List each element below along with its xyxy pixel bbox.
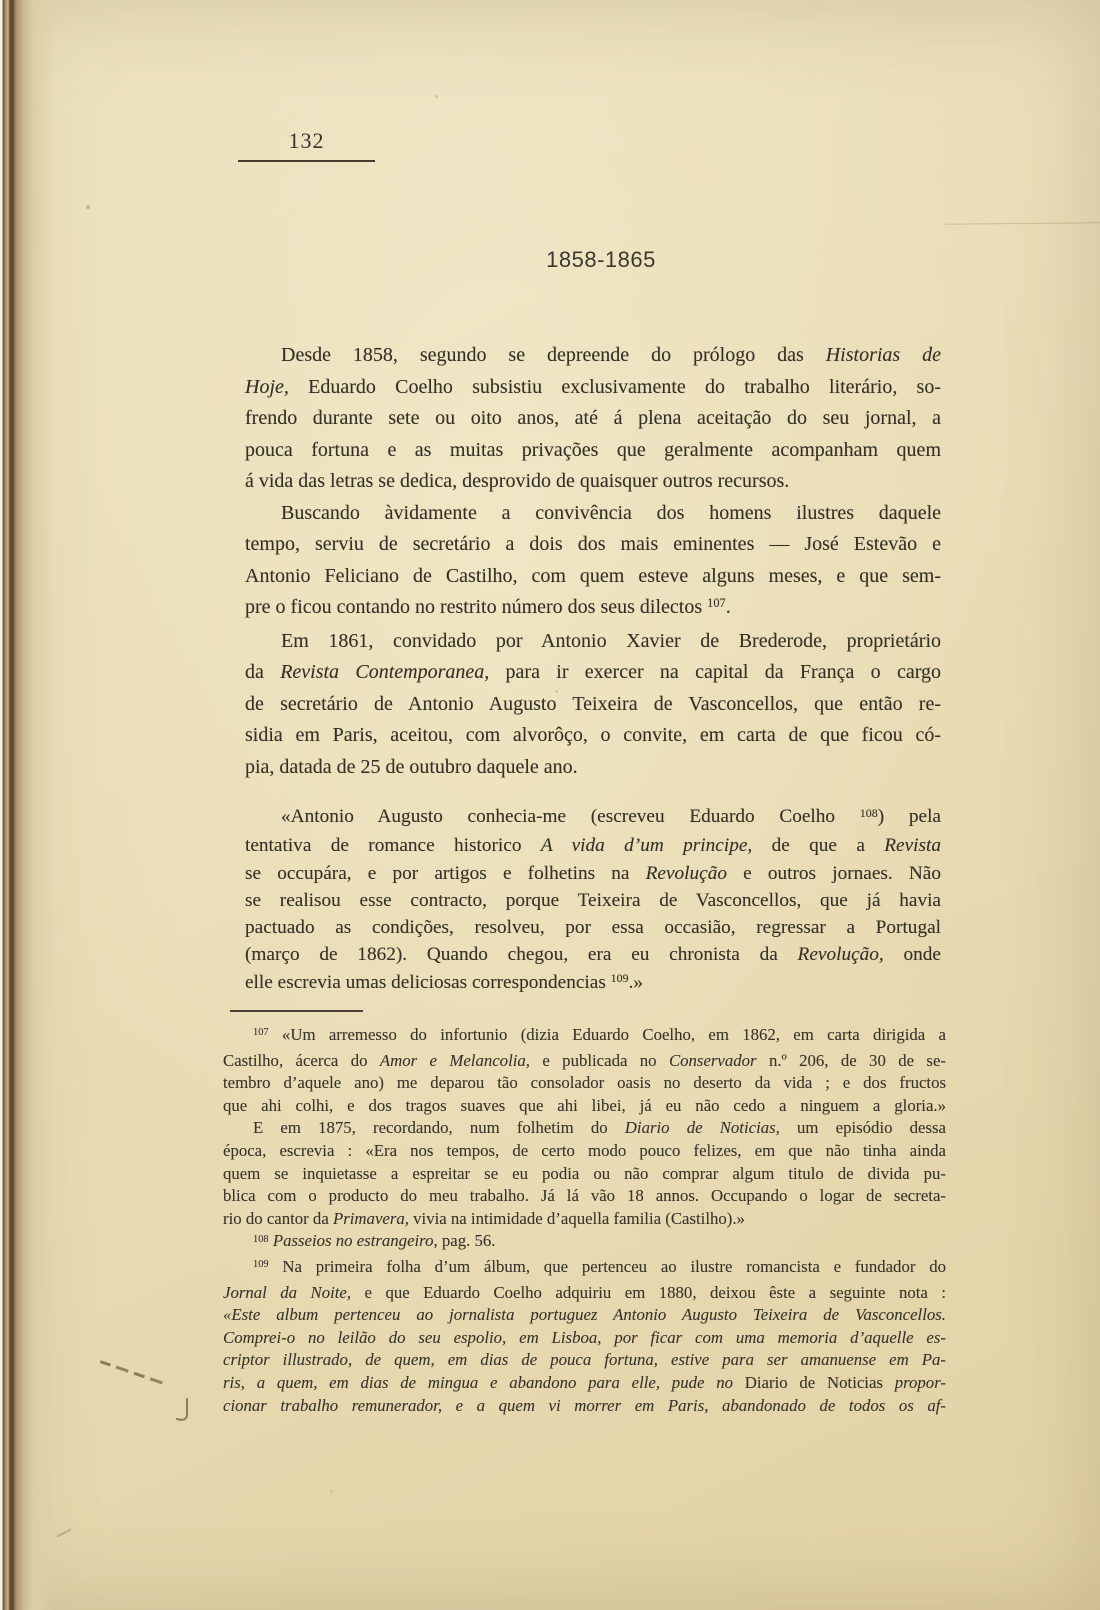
pencil-mark bbox=[100, 1360, 167, 1386]
text-line bbox=[223, 1327, 946, 1350]
text-line bbox=[245, 887, 941, 914]
text-line bbox=[223, 1230, 946, 1256]
text-line bbox=[223, 1117, 946, 1140]
text-run: tembro d’aquele ano) me deparou tão consolador oasis no deserto da vida ; e dos fructos bbox=[223, 1073, 946, 1093]
text-run: pouca fortuna e as muitas privações que geralmente acompanham quem bbox=[245, 438, 941, 461]
text-line bbox=[223, 1282, 946, 1305]
text-run: da bbox=[245, 661, 281, 683]
text-line bbox=[245, 803, 941, 832]
text-run: de secretário de Antonio Augusto Teixeira de Vasconcellos, que então re- bbox=[245, 692, 941, 715]
text-line bbox=[223, 1256, 946, 1282]
text-line bbox=[245, 372, 941, 404]
text-run: «Um arremesso do infortunio (dizia Eduardo Coelho, em 1862, em carta dirigida a bbox=[268, 1025, 946, 1044]
paper-speck bbox=[330, 1490, 333, 1493]
text-line bbox=[245, 720, 941, 752]
text-run: Primavera, bbox=[332, 1208, 409, 1228]
text-line bbox=[245, 860, 941, 887]
text-run: e outros jornaes. Não bbox=[727, 862, 941, 884]
text-run: Na primeira folha d’um álbum, que pertenceu ao ilustre romancista e fundador do bbox=[268, 1256, 946, 1276]
paragraph bbox=[245, 498, 941, 626]
text-line bbox=[245, 832, 941, 859]
text-run: criptor illustrado, de quem, em dias de pouca fortuna, estive para ser amanuense em Pa- bbox=[223, 1350, 946, 1370]
text-run: ris, a quem, em dias de mingua e abandono para elle, pude no bbox=[223, 1372, 745, 1392]
text-run: propor- bbox=[882, 1372, 946, 1392]
paragraph bbox=[223, 1230, 946, 1256]
text-line bbox=[245, 340, 941, 372]
text-run: n.º 206, de 30 de se- bbox=[756, 1050, 946, 1070]
text-line bbox=[223, 1095, 946, 1118]
text-line bbox=[245, 592, 941, 626]
text-run: época, escrevia : «Era nos tempos, de certo modo pouco felizes, em que não tinha ainda bbox=[223, 1140, 946, 1160]
text-run: se realisou esse contracto, porque Teixeira de Vasconcellos, que já havia bbox=[245, 889, 941, 911]
footnote-marker: 107 bbox=[707, 596, 726, 611]
text-run: rio do cantor da bbox=[223, 1208, 333, 1228]
text-run: Comprei-o no leilão do seu espolio, em Lisboa, por ficar com uma memoria d’aquelle es- bbox=[223, 1327, 946, 1347]
text-run: blica com o producto do meu trabalho. Já lá vão 18 annos. Occupando o logar de secreta- bbox=[223, 1186, 946, 1206]
footnote-separator bbox=[230, 1010, 363, 1012]
text-run: Revolução bbox=[645, 862, 727, 884]
footnote-marker: 107 bbox=[253, 1027, 269, 1039]
text-run: E em 1875, recordando, num folhetim do bbox=[253, 1118, 625, 1138]
text-run: e publicada no bbox=[529, 1050, 669, 1070]
text-line bbox=[223, 1050, 946, 1073]
text-run: Hoje, bbox=[245, 375, 289, 398]
text-line bbox=[245, 466, 941, 498]
paper-speck bbox=[86, 205, 90, 209]
text-run: «Este album pertenceu ao jornalista portuguez Antonio Augusto Teixeira de Vasconcellos. bbox=[223, 1305, 946, 1325]
text-run: para ir exercer na capital da França o cargo bbox=[489, 661, 941, 683]
text-run: pre o ficou contando no restrito número dos seus dilectos bbox=[245, 596, 708, 618]
paragraph bbox=[223, 1024, 946, 1117]
text-line bbox=[245, 529, 941, 561]
text-run: Diario de Noticias, bbox=[624, 1118, 780, 1138]
text-run: vivia na intimidade d’aquella familia (Castilho).» bbox=[408, 1208, 745, 1228]
text-run: Conservador bbox=[668, 1050, 757, 1070]
text-run: Eduardo Coelho subsistiu exclusivamente do trabalho literário, so- bbox=[288, 375, 941, 398]
page-number-rule bbox=[238, 160, 375, 162]
footnote-marker: 109 bbox=[253, 1259, 269, 1271]
footnote-marker: 108 bbox=[859, 805, 878, 820]
text-run: Passeios no estrangeiro, bbox=[272, 1231, 438, 1251]
quote-paragraph bbox=[245, 803, 941, 998]
text-line bbox=[245, 914, 941, 941]
text-run: Castilho, ácerca do bbox=[223, 1050, 380, 1070]
page-number: 132 bbox=[288, 128, 325, 153]
footnotes bbox=[223, 1024, 946, 1417]
text-line bbox=[245, 626, 941, 658]
text-line bbox=[245, 403, 941, 435]
text-run: ) pela bbox=[877, 806, 941, 827]
text-line bbox=[223, 1185, 946, 1208]
text-run: Diario de Noticias bbox=[744, 1372, 883, 1392]
pencil-hook-mark bbox=[174, 1398, 190, 1424]
text-run: «Antonio Augusto conhecia-me (escreveu Eduardo Coelho bbox=[281, 806, 860, 827]
footnote-marker: 109 bbox=[610, 971, 629, 986]
text-line bbox=[223, 1140, 946, 1163]
text-run: tempo, serviu de secretário a dois dos mais eminentes — José Estevão e bbox=[245, 533, 941, 555]
binding-edge bbox=[0, 0, 54, 1610]
text-run: . bbox=[725, 596, 731, 618]
text-run: tentativa de romance historico bbox=[245, 835, 541, 857]
text-run: onde bbox=[883, 944, 941, 966]
text-run: (março de 1862). Quando chegou, era eu chronista da bbox=[245, 944, 798, 966]
text-run: Buscando àvidamente a convivência dos homens ilustres daquele bbox=[281, 501, 941, 524]
text-run: cionar trabalho remunerador, e a quem vi morrer em Paris, abandonado de todos os af- bbox=[223, 1395, 946, 1415]
paper-speck bbox=[435, 95, 438, 98]
text-run: quem se inquietasse a espreitar se eu podia ou não comprar algum titulo de divida pu- bbox=[223, 1163, 946, 1183]
paper-speck bbox=[56, 1528, 71, 1537]
paper-crease bbox=[945, 222, 1100, 225]
text-run: .» bbox=[628, 971, 644, 993]
text-line bbox=[223, 1349, 946, 1372]
text-run: Revista bbox=[884, 835, 941, 857]
text-run: Revista Contemporanea, bbox=[280, 661, 490, 683]
text-run: pia, datada de 25 de outubro daquele ano. bbox=[245, 755, 578, 778]
text-line bbox=[223, 1024, 946, 1050]
text-line bbox=[245, 969, 941, 998]
text-run: frendo durante sete ou oito anos, até á plena aceitação do seu jornal, a bbox=[245, 407, 941, 429]
text-run: Revolução, bbox=[797, 944, 884, 966]
text-run: que ahi colhi, e dos tragos suaves que ahi libei, já eu não cedo a ninguem a gloria.» bbox=[223, 1095, 946, 1115]
text-line bbox=[245, 657, 941, 689]
body-text bbox=[245, 340, 941, 998]
text-run: á vida das letras se dedica, desprovido de quaisquer outros recursos. bbox=[245, 470, 790, 492]
text-line bbox=[223, 1304, 946, 1327]
text-run: pag. 56. bbox=[437, 1231, 496, 1251]
text-run: e que Eduardo Coelho adquiriu em 1880, deixou êste a seguinte nota : bbox=[351, 1282, 946, 1302]
text-run: A vida d’um principe, bbox=[540, 835, 753, 857]
text-line bbox=[223, 1208, 946, 1231]
text-run: se occupára, e por artigos e folhetins na bbox=[245, 862, 646, 884]
text-line bbox=[245, 941, 941, 968]
text-run: elle escrevia umas deliciosas correspondencias bbox=[245, 971, 611, 993]
text-run: Desde 1858, segundo se depreende do prólogo das bbox=[281, 344, 826, 366]
footnote-marker: 108 bbox=[253, 1233, 269, 1245]
text-line bbox=[223, 1163, 946, 1186]
text-run: de que a bbox=[752, 835, 885, 857]
text-line bbox=[223, 1072, 946, 1095]
text-run: sidia em Paris, aceitou, com alvorôço, o convite, em carta de que ficou có- bbox=[245, 724, 941, 746]
text-run: um episódio dessa bbox=[779, 1118, 947, 1138]
text-run: pactuado as condições, resolveu, por essa occasião, regressar a Portugal bbox=[245, 917, 941, 939]
text-run: Amor e Melancolia, bbox=[379, 1050, 530, 1070]
paragraph bbox=[223, 1256, 946, 1417]
text-line bbox=[245, 561, 941, 593]
text-line bbox=[245, 498, 941, 530]
paragraph bbox=[245, 340, 941, 498]
text-run: Em 1861, convidado por Antonio Xavier de Brederode, proprietário bbox=[281, 629, 941, 652]
text-line bbox=[245, 435, 941, 467]
text-run: Historias de bbox=[825, 344, 941, 366]
paragraph bbox=[245, 626, 941, 784]
text-line bbox=[223, 1372, 946, 1395]
text-line bbox=[245, 752, 941, 784]
paragraph bbox=[223, 1117, 946, 1230]
text-run: Jornal da Noite, bbox=[223, 1282, 352, 1302]
section-heading: 1858-1865 bbox=[546, 247, 656, 272]
text-line bbox=[245, 689, 941, 721]
text-line bbox=[223, 1395, 946, 1418]
text-run: Antonio Feliciano de Castilho, com quem esteve alguns meses, e que sem- bbox=[245, 564, 941, 587]
